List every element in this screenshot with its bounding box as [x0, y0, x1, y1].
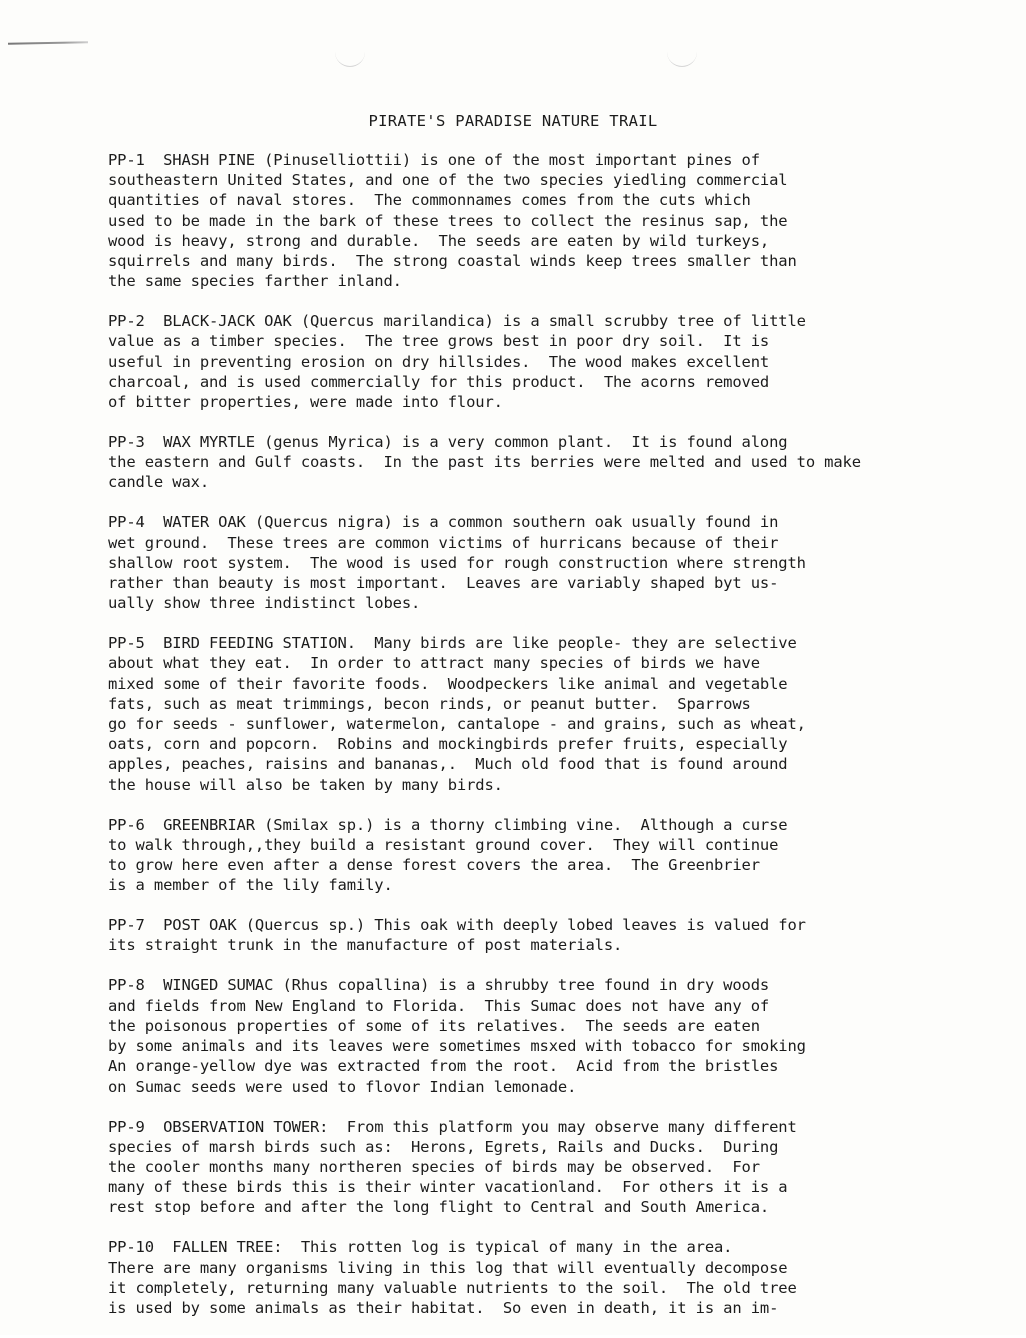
document-title: PIRATE'S PARADISE NATURE TRAIL	[368, 112, 658, 130]
entry-line: its straight trunk in the manufacture of post materials.	[108, 936, 623, 955]
entry-line: PP-4 WATER OAK (Quercus nigra) is a common southern oak usually found in	[108, 513, 779, 532]
entry-line: it completely, returning many valuable nutrients to the soil. The old tree	[108, 1278, 797, 1297]
entry-line: PP-8 WINGED SUMAC (Rhus copallina) is a shrubby tree found in dry woods	[108, 976, 770, 995]
entry-line: and fields from New England to Florida. This Sumac does not have any of	[108, 996, 770, 1015]
entry-line: quantities of naval stores. The commonnames comes from the cuts which	[108, 191, 751, 210]
entry-line: ually show three indistinct lobes.	[108, 594, 421, 613]
entry-line: the poisonous properties of some of its relatives. The seeds are eaten	[108, 1016, 760, 1035]
entry-line: PP-9 OBSERVATION TOWER: From this platform you may observe many different	[108, 1117, 797, 1136]
entry-line: PP-10 FALLEN TREE: This rotten log is typical of many in the area.	[108, 1238, 733, 1257]
entry-line: charcoal, and is used commercially for this product. The acorns removed	[108, 372, 770, 391]
entry-line: rest stop before and after the long flight to Central and South America.	[108, 1198, 770, 1217]
entry-line: southeastern United States, and one of the two species yiedling commercial	[108, 171, 788, 190]
entry-line: apples, peaches, raisins and bananas,. Much old food that is found around	[108, 755, 788, 774]
trail-stop-entry	[108, 512, 938, 613]
trail-stop-entry	[108, 633, 938, 795]
entry-line: oats, corn and popcorn. Robins and mockingbirds prefer fruits, especially	[108, 735, 788, 754]
trail-stop-entry	[108, 432, 938, 493]
entry-line: fats, such as meat trimmings, becon rinds, or peanut butter. Sparrows	[108, 694, 751, 713]
trail-stop-entry	[108, 975, 938, 1096]
trail-stop-entry	[108, 150, 938, 291]
entry-line: to walk through,,they build a resistant ground cover. They will continue	[108, 835, 779, 854]
entry-line: wet ground. These trees are common victims of hurricans because of their	[108, 533, 779, 552]
entry-line: PP-5 BIRD FEEDING STATION. Many birds are like people- they are selective	[108, 634, 797, 653]
entry-line: go for seeds - sunflower, watermelon, cantalope - and grains, such as wheat,	[108, 715, 806, 734]
entry-line: PP-2 BLACK-JACK OAK (Quercus marilandica) is a small scrubby tree of little	[108, 312, 806, 331]
entry-line: rather than beauty is most important. Leaves are variably shaped byt us-	[108, 574, 779, 593]
entry-line: PP-7 POST OAK (Quercus sp.) This oak with deeply lobed leaves is valued for	[108, 916, 806, 935]
entry-line: useful in preventing erosion on dry hillsides. The wood makes excellent	[108, 352, 770, 371]
trail-entries	[108, 150, 938, 1338]
trail-stop-entry	[108, 915, 938, 955]
entry-line: on Sumac seeds were used to flovor Indian lemonade.	[108, 1077, 577, 1096]
entry-line: There are many organisms living in this log that will eventually decompose	[108, 1258, 788, 1277]
entry-line: the house will also be taken by many birds.	[108, 775, 503, 794]
entry-line: An orange-yellow dye was extracted from the root. Acid from the bristles	[108, 1057, 779, 1076]
entry-line: PP-1 SHASH PINE (Pinuselliottii) is one of the most important pines of	[108, 151, 760, 169]
trail-stop-entry	[108, 1237, 938, 1318]
entry-line: squirrels and many birds. The strong coastal winds keep trees smaller than	[108, 252, 797, 271]
entry-line: species of marsh birds such as: Herons, Egrets, Rails and Ducks. During	[108, 1137, 779, 1156]
entry-line: mixed some of their favorite foods. Woodpeckers like animal and vegetable	[108, 674, 788, 693]
entry-line: used to be made in the bark of these trees to collect the resinus sap, the	[108, 211, 788, 230]
punch-hole-left	[335, 48, 365, 67]
punch-hole-right	[667, 48, 697, 67]
entry-line: the cooler months many northeren species of birds may be observed. For	[108, 1157, 760, 1176]
entry-line: many of these birds this is their winter vacationland. For others it is a	[108, 1178, 788, 1197]
entry-line: the same species farther inland.	[108, 272, 402, 291]
trail-stop-entry	[108, 1117, 938, 1218]
entry-line: is used by some animals as their habitat. So even in death, it is an im-	[108, 1298, 779, 1317]
entry-line: by some animals and its leaves were sometimes msxed with tobacco for smoking	[108, 1037, 806, 1056]
entry-line: the eastern and Gulf coasts. In the past its berries were melted and used to make	[108, 453, 861, 472]
trail-stop-entry	[108, 815, 938, 896]
entry-line: value as a timber species. The tree grows best in poor dry soil. It is	[108, 332, 770, 351]
pencil-mark	[8, 41, 88, 44]
entry-line: of bitter properties, were made into flour.	[108, 393, 503, 412]
entry-line: about what they eat. In order to attract many species of birds we have	[108, 654, 760, 673]
entry-line: shallow root system. The wood is used for rough construction where strength	[108, 553, 806, 572]
entry-line: PP-6 GREENBRIAR (Smilax sp.) is a thorny climbing vine. Although a curse	[108, 815, 788, 834]
entry-line: candle wax.	[108, 473, 209, 492]
entry-line: to grow here even after a dense forest covers the area. The Greenbrier	[108, 856, 760, 875]
entry-line: wood is heavy, strong and durable. The seeds are eaten by wild turkeys,	[108, 231, 770, 250]
trail-stop-entry	[108, 311, 938, 412]
entry-line: is a member of the lily family.	[108, 876, 393, 895]
entry-line: PP-3 WAX MYRTLE (genus Myrica) is a very common plant. It is found along	[108, 433, 788, 452]
